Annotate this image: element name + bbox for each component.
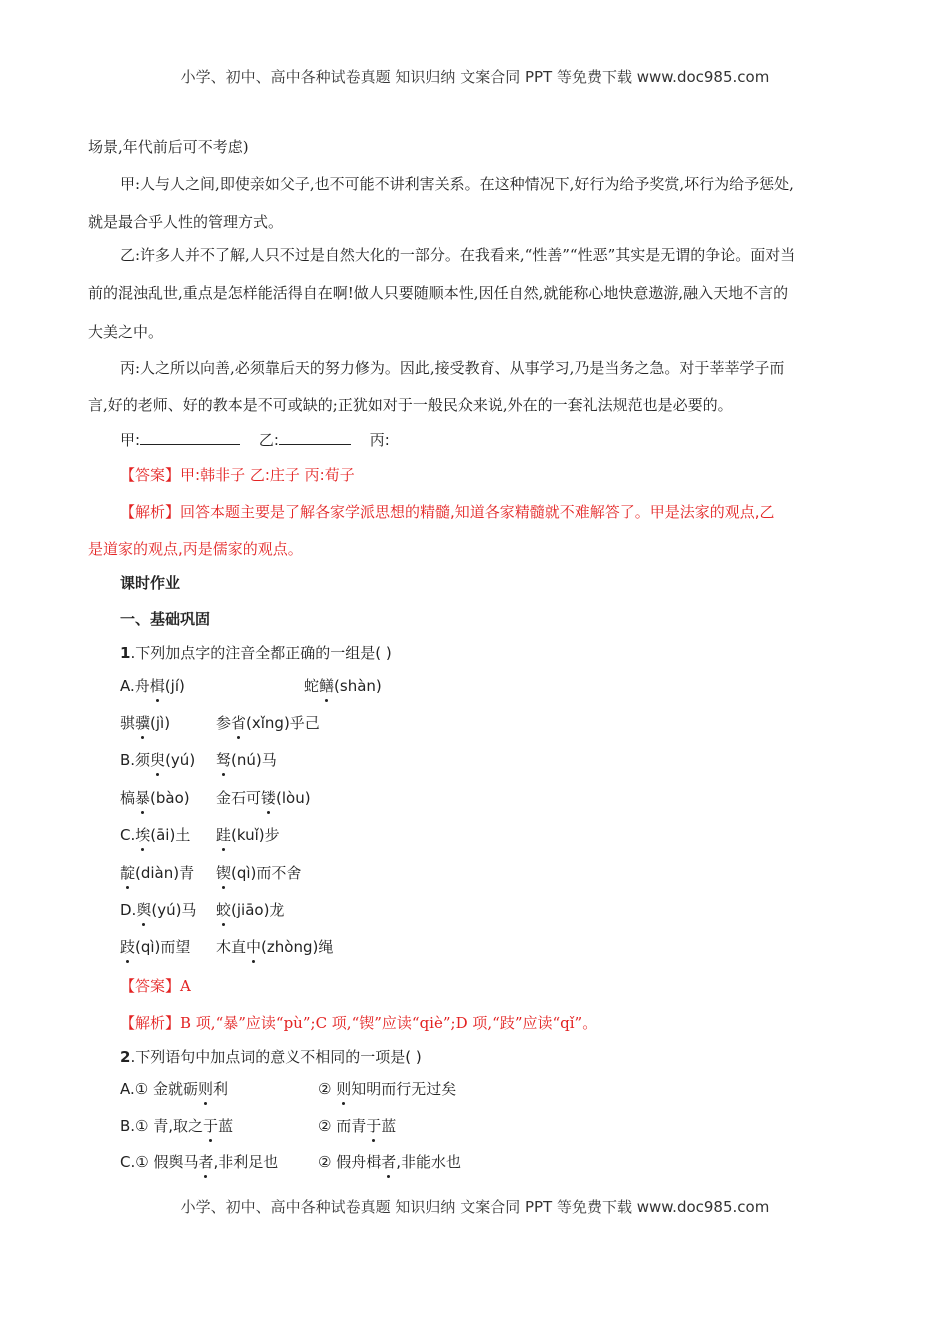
passage-bing-line1: 丙:人之所以向善,必须靠后天的努力修为。因此,接受教育、从事学习,乃是当务之急。对于莘莘学子而 bbox=[120, 359, 785, 377]
q2-option-row bbox=[120, 1079, 457, 1099]
answer-label: 【答案】 bbox=[120, 977, 181, 995]
dotted-char: 省 bbox=[231, 714, 247, 732]
dotted-char: 骥 bbox=[135, 714, 151, 732]
analysis-label: 【解析】 bbox=[120, 503, 181, 521]
option-text: 利 bbox=[213, 1080, 229, 1098]
option-text: (qì)而望 bbox=[135, 938, 191, 956]
option-text: B.须 bbox=[120, 751, 151, 769]
section-title: 课时作业 bbox=[120, 574, 181, 592]
answer-text: A bbox=[180, 977, 191, 995]
dotted-char: 者 bbox=[198, 1153, 214, 1171]
analysis-1-line1 bbox=[120, 502, 775, 522]
analysis-text: B 项,“暴”应读“pù”;C 项,“锲”应读“qiè”;D 项,“跂”应读“qǐ”。 bbox=[180, 1014, 598, 1032]
blank-jia bbox=[140, 430, 240, 445]
option-text: ,非能水也 bbox=[396, 1153, 462, 1171]
q1-option-row bbox=[120, 676, 382, 696]
option-text: C.① 假舆马 bbox=[120, 1153, 199, 1171]
option-text: (lòu) bbox=[276, 789, 311, 807]
dotted-char: 锲 bbox=[216, 864, 232, 882]
passage-yi-line3: 大美之中。 bbox=[88, 323, 164, 341]
dotted-char: 埃 bbox=[135, 826, 151, 844]
option-text: A.① 金就砺 bbox=[120, 1080, 198, 1098]
fill-label-yi: 乙: bbox=[258, 431, 279, 449]
option-text: 知明而行无过矣 bbox=[351, 1080, 457, 1098]
option-text: (kuǐ)步 bbox=[231, 826, 280, 844]
option-text: ,非利足也 bbox=[213, 1153, 279, 1171]
dotted-char: 于 bbox=[203, 1117, 219, 1135]
q1-option-row bbox=[120, 750, 277, 770]
answer-text: 甲:韩非子 乙:庄子 丙:荀子 bbox=[180, 466, 355, 484]
dotted-char: 蛟 bbox=[216, 901, 232, 919]
question-2-stem bbox=[120, 1047, 422, 1067]
q1-option-row bbox=[120, 863, 302, 883]
dotted-char: 臾 bbox=[150, 751, 166, 769]
dotted-char: 镂 bbox=[261, 789, 277, 807]
option-text: (āi)土 bbox=[150, 826, 191, 844]
dotted-char: 靛 bbox=[120, 864, 136, 882]
option-text: (zhòng)绳 bbox=[261, 938, 334, 956]
dotted-char: 舆 bbox=[136, 901, 152, 919]
option-text: (nú)马 bbox=[231, 751, 277, 769]
option-text: (jí) bbox=[164, 677, 185, 695]
option-text: (xǐng)乎己 bbox=[246, 714, 320, 732]
answer-2 bbox=[120, 976, 191, 996]
fill-label-bing: 丙: bbox=[369, 431, 390, 449]
option-text: ② 而青 bbox=[318, 1117, 367, 1135]
passage-jia-line1: 甲:人与人之间,即使亲如父子,也不可能不讲利害关系。在这种情况下,好行为给予奖赏,坏行为给予惩处, bbox=[120, 175, 794, 193]
option-text: 参 bbox=[216, 714, 232, 732]
answer-1 bbox=[120, 465, 355, 485]
page-header: 小学、初中、高中各种试卷真题 知识归纳 文案合同 PPT 等免费下载 www.doc985.com bbox=[180, 68, 770, 86]
option-text: ② 假舟楫 bbox=[318, 1153, 382, 1171]
dotted-char: 则 bbox=[336, 1080, 352, 1098]
option-text: (bào) bbox=[150, 789, 190, 807]
q1-option-row bbox=[120, 937, 334, 957]
analysis-1-line2: 是道家的观点,丙是儒家的观点。 bbox=[88, 540, 303, 558]
option-text: D. bbox=[120, 901, 137, 919]
dotted-char: 则 bbox=[197, 1080, 213, 1098]
option-text: (qì)而不舍 bbox=[231, 864, 302, 882]
passage-jia-line2: 就是最合乎人性的管理方式。 bbox=[88, 213, 284, 231]
intro-tail: 场景,年代前后可不考虑) bbox=[88, 138, 249, 156]
blank-yi bbox=[279, 430, 351, 445]
dotted-char: 暴 bbox=[135, 789, 151, 807]
option-text: (yú) bbox=[165, 751, 196, 769]
q1-option-row bbox=[120, 713, 320, 733]
dotted-char: 鳝 bbox=[319, 677, 335, 695]
dotted-char: 楫 bbox=[149, 677, 165, 695]
question-text: .下列语句中加点词的意义不相同的一项是( ) bbox=[130, 1048, 422, 1066]
option-text: (jì) bbox=[150, 714, 171, 732]
dotted-char: 中 bbox=[246, 938, 262, 956]
passage-yi-line1: 乙:许多人并不了解,人只不过是自然大化的一部分。在我看来,“性善”“性恶”其实是无谓的争论。面对当 bbox=[120, 246, 796, 264]
analysis-2 bbox=[120, 1013, 597, 1033]
dotted-char: 跬 bbox=[216, 826, 232, 844]
dotted-char: 于 bbox=[366, 1117, 382, 1135]
option-text: (yú)马 bbox=[151, 901, 197, 919]
passage-yi-line2: 前的混浊乱世,重点是怎样能活得自在啊!做人只要随顺本性,因任自然,就能称心地快意遨游,融入天地不言的 bbox=[88, 284, 789, 302]
analysis-text: 回答本题主要是了解各家学派思想的精髓,知道各家精髓就不难解答了。甲是法家的观点,乙 bbox=[180, 503, 775, 521]
q1-option-row bbox=[120, 788, 311, 808]
option-text: (shàn) bbox=[334, 677, 382, 695]
option-text: 槁 bbox=[120, 789, 136, 807]
option-text: C. bbox=[120, 826, 136, 844]
analysis-label: 【解析】 bbox=[120, 1014, 181, 1032]
option-text: 蓝 bbox=[381, 1117, 397, 1135]
q1-option-row bbox=[120, 900, 285, 920]
option-text: 蛇 bbox=[304, 677, 320, 695]
passage-bing-line2: 言,好的老师、好的教本是不可或缺的;正犹如对于一般民众来说,外在的一套礼法规范也是必要的。 bbox=[88, 396, 733, 414]
q1-option-row bbox=[120, 825, 280, 845]
option-text: (diàn)青 bbox=[135, 864, 195, 882]
option-text: B.① 青,取之 bbox=[120, 1117, 204, 1135]
answer-label: 【答案】 bbox=[120, 466, 181, 484]
option-text: ② bbox=[318, 1080, 337, 1098]
option-text: 蓝 bbox=[218, 1117, 234, 1135]
dotted-char: 者 bbox=[381, 1153, 397, 1171]
subsection-title: 一、基础巩固 bbox=[120, 610, 211, 628]
fill-blanks-row bbox=[120, 430, 390, 450]
question-number: 2 bbox=[120, 1048, 131, 1066]
question-number: 1 bbox=[120, 644, 131, 662]
dotted-char: 跂 bbox=[120, 938, 136, 956]
q2-option-row bbox=[120, 1116, 397, 1136]
question-1-stem bbox=[120, 643, 392, 663]
option-text: 金石可 bbox=[216, 789, 262, 807]
option-text: A.舟 bbox=[120, 677, 150, 695]
page-footer: 小学、初中、高中各种试卷真题 知识归纳 文案合同 PPT 等免费下载 www.doc985.com bbox=[180, 1198, 770, 1216]
q2-option-row bbox=[120, 1152, 462, 1172]
option-text: 木直 bbox=[216, 938, 247, 956]
option-text: 骐 bbox=[120, 714, 136, 732]
dotted-char: 驽 bbox=[216, 751, 232, 769]
question-text: .下列加点字的注音全都正确的一组是( ) bbox=[130, 644, 392, 662]
option-text: (jiāo)龙 bbox=[231, 901, 285, 919]
fill-label-jia: 甲: bbox=[120, 431, 141, 449]
